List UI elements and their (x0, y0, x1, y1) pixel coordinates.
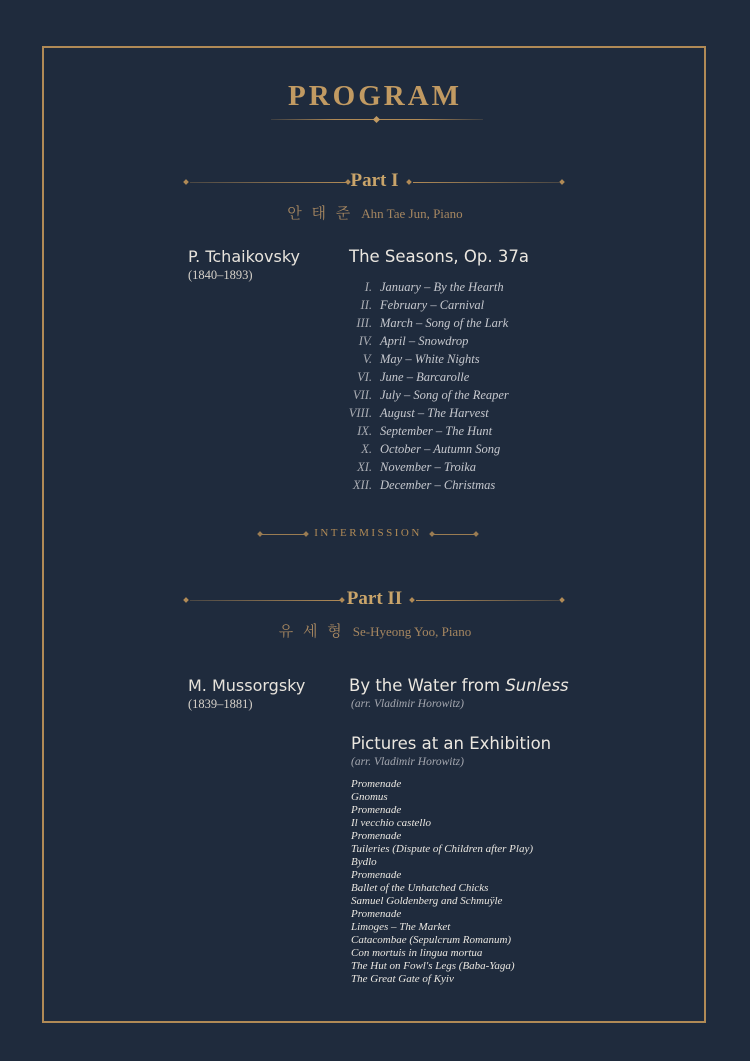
movement-title: October – Autumn Song (380, 442, 501, 456)
picture-item: Tuileries (Dispute of Children after Play) (351, 843, 533, 855)
movement-item (340, 476, 509, 494)
movement-item (340, 278, 509, 296)
composer-dates: (1840–1893) (188, 268, 253, 282)
picture-item: Con mortuis in lingua mortua (351, 947, 483, 959)
picture-item: Promenade (351, 830, 402, 842)
work-title: The Seasons, Op. 37a (349, 247, 529, 266)
picture-item: Promenade (351, 804, 402, 816)
movement-number: VI. (357, 370, 372, 384)
picture-item: Promenade (351, 908, 402, 920)
movement-title: August – The Harvest (380, 406, 489, 420)
movement-title: December – Christmas (380, 478, 496, 492)
performer-name: Ahn Tae Jun, Piano (361, 206, 463, 221)
movement-number: VII. (352, 388, 372, 402)
program-title: PROGRAM (287, 80, 463, 112)
picture-item: Catacombae (Sepulcrum Romanum) (351, 934, 512, 946)
movement-item (340, 314, 509, 332)
movement-title: July – Song of the Reaper (380, 388, 509, 402)
picture-item: Promenade (351, 869, 402, 881)
picture-item: Gnomus (351, 791, 388, 803)
performer-name: Se-Hyeong Yoo, Piano (352, 624, 472, 639)
ornament-line (416, 600, 559, 601)
picture-item: Bydlo (351, 856, 377, 868)
picture-item: The Hut on Fowl's Legs (Baba-Yaga) (351, 960, 515, 972)
movement-number: III. (356, 316, 372, 330)
movement-title: September – The Hunt (380, 424, 493, 438)
part-1-header (184, 170, 565, 196)
movement-number: VIII. (348, 406, 372, 420)
movement-title: April – Snowdrop (380, 334, 469, 348)
work-title-italic: Sunless (505, 676, 569, 695)
composer-dates: (1839–1881) (188, 697, 253, 711)
work-title-pictures: Pictures at an Exhibition (351, 734, 552, 753)
movement-item (340, 440, 509, 458)
movement-number: XI. (357, 460, 372, 474)
movement-item (340, 350, 509, 368)
movement-number: V. (362, 352, 372, 366)
movement-number: X. (361, 442, 372, 456)
movement-title: February – Carnival (380, 298, 485, 312)
movement-title: January – By the Hearth (380, 280, 504, 294)
performer-korean-name: 안 태 준 (287, 206, 354, 222)
movement-item (340, 296, 509, 314)
movement-item (340, 422, 509, 440)
part-1-label: Part I (350, 170, 399, 191)
picture-item: Ballet of the Unhatched Chicks (351, 882, 489, 894)
performer-korean-name: 유 세 형 (278, 624, 345, 640)
movement-number: I. (364, 280, 372, 294)
arrangement-note: (arr. Vladimir Horowitz) (351, 756, 464, 768)
movement-number: IX. (357, 424, 372, 438)
movement-list (340, 278, 509, 494)
part-2-label: Part II (346, 588, 403, 609)
movement-item (340, 458, 509, 476)
intermission-divider (258, 526, 478, 544)
intermission-label: INTERMISSION (314, 527, 422, 539)
movement-item (340, 386, 509, 404)
movement-title: March – Song of the Lark (380, 316, 509, 330)
work-title-sunless (349, 676, 569, 695)
picture-item: The Great Gate of Kyiv (351, 973, 454, 985)
ornament-line (430, 534, 474, 535)
movement-title: June – Barcarolle (380, 370, 470, 384)
composer-mussorgsky: M. Mussorgsky (188, 676, 306, 695)
movement-title: May – White Nights (380, 352, 480, 366)
composer-tchaikovsky: P. Tchaikovsky (188, 247, 301, 266)
part-2-performer (0, 620, 750, 641)
picture-item: Il vecchio castello (351, 817, 432, 829)
picture-item: Samuel Goldenberg and Schmuÿle (351, 895, 503, 907)
work-title-text: By the Water from (349, 676, 501, 695)
movement-item (340, 332, 509, 350)
movement-number: XII. (352, 478, 372, 492)
movement-number: II. (360, 298, 372, 312)
part-1-performer (0, 202, 750, 223)
arrangement-note: (arr. Vladimir Horowitz) (351, 698, 464, 710)
picture-item: Promenade (351, 778, 402, 790)
part-2-header (184, 588, 565, 614)
movement-item (340, 404, 509, 422)
picture-item: Limoges – The Market (351, 921, 451, 933)
movement-title: November – Troika (380, 460, 477, 474)
movement-number: IV. (358, 334, 372, 348)
pictures-movement-list (351, 778, 533, 986)
ornament-line (413, 182, 559, 183)
movement-item (340, 368, 509, 386)
